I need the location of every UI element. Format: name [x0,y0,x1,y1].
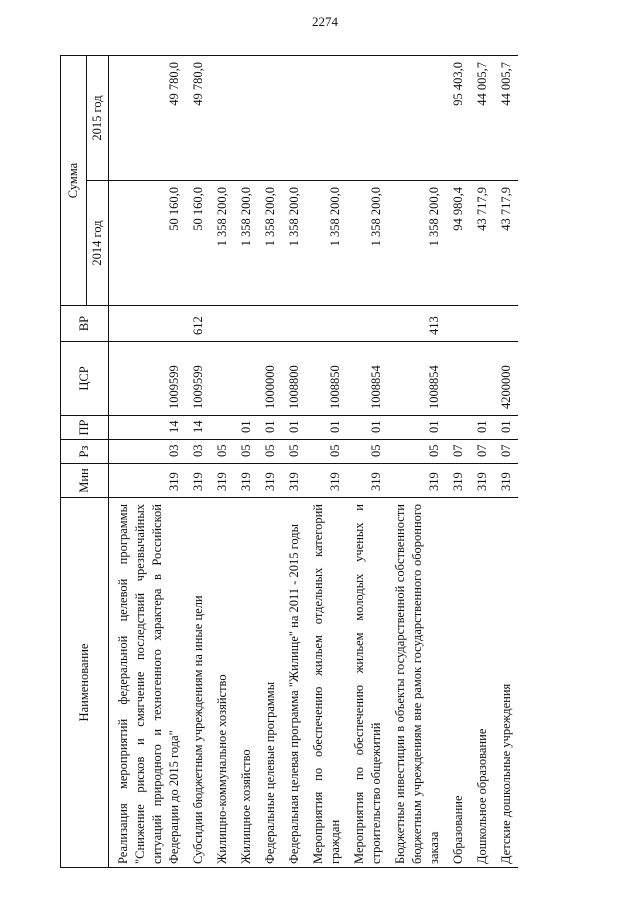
table-row [347,56,388,868]
row-name: Реализация мероприятий федеральной целевой программы "Снижение рисков и смягчение последствий чрезвычайных ситуаций природного и техногенного характера в Российской Федерации до 2015 года" [109,498,187,868]
table-row [186,56,210,868]
row-name: Дошкольное образование [470,498,494,868]
row-name: Детские дошкольные учреждения [494,498,518,868]
row-sum-2014: 1 358 200,0 [347,181,388,306]
row-csr [234,342,258,416]
row-pr: 01 [347,416,388,440]
row-name: Бюджетные инвестиции в объекты государственной собственности бюджетным учреждениям вне рамок государственного оборонного заказа [388,498,446,868]
row-rz: 03 [186,440,210,464]
row-csr [210,342,234,416]
row-rz: 07 [494,440,518,464]
row-rz: 05 [282,440,306,464]
row-name: Мероприятия по обеспечению жильем молодых ученых и строительство общежитий [347,498,388,868]
table-body [109,56,519,868]
row-vr [494,306,518,342]
row-sum-2014: 1 358 200,0 [210,181,234,306]
budget-table [60,55,518,868]
row-sum-2015 [234,56,258,181]
table-row [282,56,306,868]
row-csr: 4200000 [494,342,518,416]
row-min: 319 [306,464,347,498]
table-header [61,56,109,868]
row-csr: 1009599 [186,342,210,416]
row-vr [234,306,258,342]
row-sum-2014: 1 358 200,0 [388,181,446,306]
row-pr: 14 [186,416,210,440]
row-min: 319 [446,464,470,498]
row-min: 319 [347,464,388,498]
row-pr: 01 [470,416,494,440]
row-pr: 01 [388,416,446,440]
row-vr [258,306,282,342]
header-sum: Сумма [61,56,87,306]
row-name: Жилищно-коммунальное хозяйство [210,498,234,868]
row-name: Федеральные целевые программы [258,498,282,868]
row-sum-2015 [306,56,347,181]
row-csr: 1008850 [306,342,347,416]
row-rz: 05 [210,440,234,464]
row-rz: 05 [347,440,388,464]
row-csr: 1000000 [258,342,282,416]
row-vr: 413 [388,306,446,342]
row-name: Образование [446,498,470,868]
table-row [388,56,446,868]
row-pr: 01 [258,416,282,440]
row-sum-2014: 1 358 200,0 [306,181,347,306]
row-sum-2014: 43 717,9 [494,181,518,306]
header-min: Мин [61,464,109,498]
row-min: 319 [282,464,306,498]
page-number: 2274 [312,14,338,29]
row-min: 319 [388,464,446,498]
row-pr [446,416,470,440]
row-pr: 01 [306,416,347,440]
row-sum-2015: 44 005,7 [494,56,518,181]
table-row [446,56,470,868]
row-min: 319 [470,464,494,498]
row-sum-2014: 1 358 200,0 [282,181,306,306]
row-vr [470,306,494,342]
header-csr: ЦСР [61,342,109,416]
table-row [258,56,282,868]
table-row [109,56,187,868]
row-pr [210,416,234,440]
row-pr: 14 [109,416,187,440]
row-csr: 1008854 [347,342,388,416]
row-name: Мероприятия по обеспечению жильем отдельных категорий граждан [306,498,347,868]
header-2014: 2014 год [87,181,109,306]
row-sum-2014: 50 160,0 [186,181,210,306]
row-vr [109,306,187,342]
row-rz: 07 [446,440,470,464]
row-sum-2015: 95 403,0 [446,56,470,181]
row-min: 319 [494,464,518,498]
row-vr [347,306,388,342]
table-row [210,56,234,868]
header-vr: ВР [61,306,109,342]
row-min: 319 [234,464,258,498]
row-min: 319 [109,464,187,498]
row-sum-2014: 1 358 200,0 [234,181,258,306]
row-sum-2015 [210,56,234,181]
table-row [234,56,258,868]
row-name: Жилищное хозяйство [234,498,258,868]
row-sum-2015 [282,56,306,181]
row-min: 319 [210,464,234,498]
row-sum-2014: 1 358 200,0 [258,181,282,306]
row-sum-2015 [258,56,282,181]
row-vr [446,306,470,342]
row-vr [282,306,306,342]
row-pr: 01 [282,416,306,440]
row-min: 319 [258,464,282,498]
row-pr: 01 [494,416,518,440]
row-csr: 1009599 [109,342,187,416]
row-name: Федеральная целевая программа "Жилище" на 2011 - 2015 годы [282,498,306,868]
row-sum-2015 [347,56,388,181]
row-vr [306,306,347,342]
row-rz: 05 [234,440,258,464]
row-csr: 1008854 [388,342,446,416]
row-csr [470,342,494,416]
row-rz: 03 [109,440,187,464]
row-sum-2014: 50 160,0 [109,181,187,306]
row-vr [210,306,234,342]
row-rz: 05 [306,440,347,464]
row-sum-2014: 94 980,4 [446,181,470,306]
row-rz: 07 [470,440,494,464]
header-name: Наименование [61,498,109,868]
table-row [306,56,347,868]
row-sum-2015 [388,56,446,181]
header-2015: 2015 год [87,56,109,181]
rotated-table-container [60,56,600,868]
header-rz: Рз [61,440,109,464]
row-pr: 01 [234,416,258,440]
row-name: Субсидии бюджетным учреждениям на иные цели [186,498,210,868]
row-sum-2015: 49 780,0 [109,56,187,181]
row-sum-2015: 49 780,0 [186,56,210,181]
header-pr: ПР [61,416,109,440]
row-vr: 612 [186,306,210,342]
row-min: 319 [186,464,210,498]
row-csr [446,342,470,416]
row-rz: 05 [388,440,446,464]
table-row [470,56,494,868]
row-sum-2014: 43 717,9 [470,181,494,306]
table-row [494,56,518,868]
row-rz: 05 [258,440,282,464]
row-sum-2015: 44 005,7 [470,56,494,181]
row-csr: 1008800 [282,342,306,416]
